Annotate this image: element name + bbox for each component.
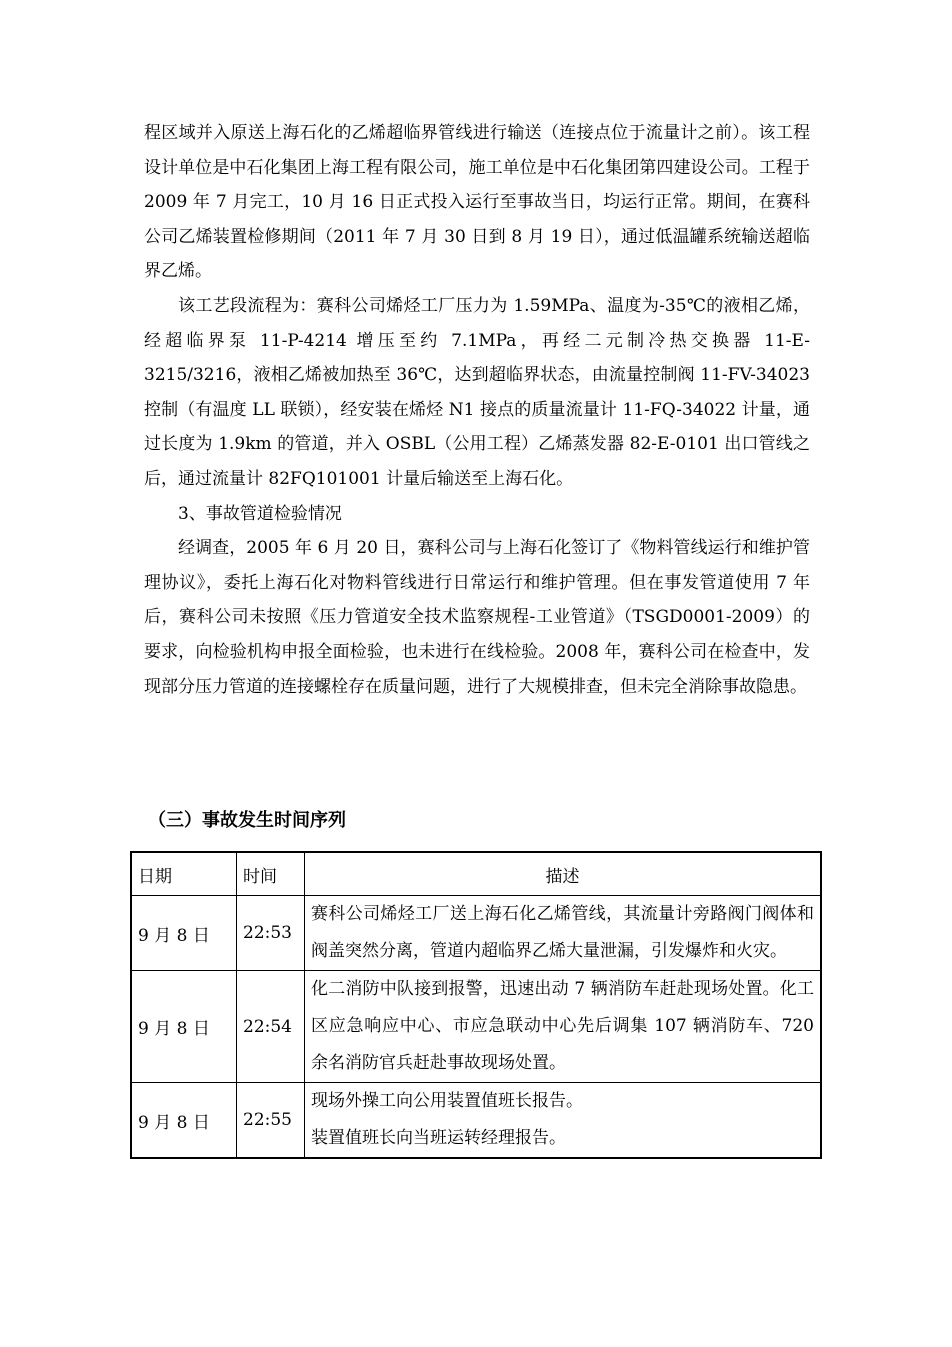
timeline-table	[130, 851, 822, 1159]
row-time: 22:53	[237, 896, 305, 971]
row-date: 9 月 8 日	[131, 971, 237, 1083]
table-row	[131, 896, 821, 971]
header-date: 日期	[131, 852, 237, 896]
table-row	[131, 1083, 821, 1159]
description-line: 赛科公司烯烃工厂送上海石化乙烯管线，其流量计旁路阀门阀体和阀盖突然分离，管道内超临界乙烯大量泄漏，引发爆炸和火灾。	[311, 904, 814, 961]
description-line: 现场外操工向公用装置值班长报告。	[311, 1091, 583, 1111]
table-row	[131, 971, 821, 1083]
row-date: 9 月 8 日	[131, 896, 237, 971]
row-description	[305, 896, 822, 971]
row-description	[305, 971, 822, 1083]
row-time: 22:54	[237, 971, 305, 1083]
row-time: 22:55	[237, 1083, 305, 1159]
section-heading-timeline: （三）事故发生时间序列	[148, 810, 346, 831]
subsection-heading-pipe-inspection: 3、事故管道检验情况	[178, 503, 342, 524]
row-description	[305, 1083, 822, 1159]
description-line: 化二消防中队接到报警，迅速出动 7 辆消防车赶赴现场处置。化工区应急响应中心、市应急联动中心先后调集 107 辆消防车、720 余名消防官兵赶赴事故现场处置。	[311, 979, 814, 1073]
description-line: 装置值班长向当班运转经理报告。	[311, 1128, 566, 1148]
paragraph-process-flow: 该工艺段流程为：赛科公司烯烃工厂压力为 1.59MPa、温度为-35℃的液相乙烯，经超临界泵 11-P-4214 增压至约 7.1MPa，再经二元制冷热交换器 11-E-3215/3216，液相乙烯被加热至 36℃，达到超临界状态，由流量控制阀 11-FV-34023 控制（有温度 LL 联锁），经安装在烯烃 N1 接点的质量流量计 11-FQ-34022 计量，通过长度为 1.9km 的管道，并入 OSBL（公用工程）乙烯蒸发器 82-E-0101 出口管线之后，通过流量计 82FQ101001 计量后输送至上海石化。	[144, 295, 810, 489]
header-time: 时间	[237, 852, 305, 896]
row-date: 9 月 8 日	[131, 1083, 237, 1159]
paragraph-project-info: 程区域并入原送上海石化的乙烯超临界管线进行输送（连接点位于流量计之前）。该工程设计单位是中石化集团上海工程有限公司，施工单位是中石化集团第四建设公司。工程于 2009 年 7 月完工，10 月 16 日正式投入运行至事故当日，均运行正常。期间，在赛科公司乙烯装置检修期间（2011 年 7 月 30 日到 8 月 19 日），通过低温罐系统输送超临界乙烯。	[144, 123, 810, 282]
table-header-row	[131, 852, 821, 896]
body-text	[144, 116, 810, 704]
header-description: 描述	[305, 852, 822, 896]
paragraph-inspection-findings: 经调查，2005 年 6 月 20 日，赛科公司与上海石化签订了《物料管线运行和维护管理协议》，委托上海石化对物料管线进行日常运行和维护管理。但在事发管道使用 7 年后，赛科公司未按照《压力管道安全技术监察规程-工业管道》（TSGD0001-2009）的要求，向检验机构申报全面检验，也未进行在线检验。2008 年，赛科公司在检查中，发现部分压力管道的连接螺栓存在质量问题，进行了大规模排查，但未完全消除事故隐患。	[144, 538, 810, 697]
